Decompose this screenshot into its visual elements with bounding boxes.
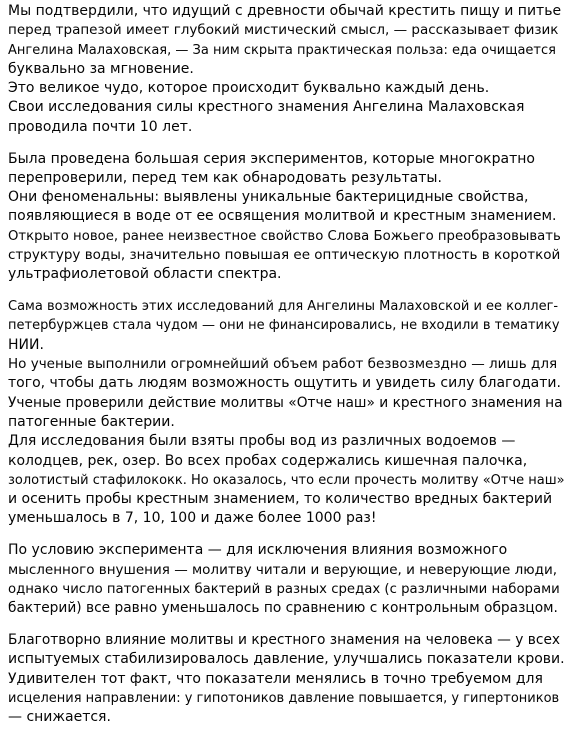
text-line: ультрафиолетовой области спектра. <box>8 266 282 283</box>
text-line: Ангелина Малаховская, — За ним скрыта практическая польза: еда очищается <box>8 42 556 58</box>
text-line: Удивителен тот факт, что показатели менялись в точно требуемом для <box>8 670 543 687</box>
text-line: Это великое чудо, которое происходит буквально каждый день. <box>8 80 490 97</box>
text-line: Они феноменальны: выявлены уникальные бактерицидные свойства, <box>8 189 529 206</box>
text-line: — снижается. <box>8 709 111 726</box>
text-line: колодцев, рек, озер. Во всех пробах содержались кишечная палочка, <box>8 452 528 469</box>
text-line: перед трапезой имеет глубокий мистический смысл, — рассказывает физик <box>8 22 559 39</box>
text-line: Для исследования были взяты пробы вод из различных водоемов — <box>8 433 516 450</box>
paragraph-5 <box>8 631 565 727</box>
text-line: Открыто новое, ранее неизвестное свойство Слова Божьего преобразовывать <box>8 228 561 244</box>
text-line: уменьшалось в 7, 10, 100 и даже более 1000 раз! <box>8 510 377 527</box>
text-line: исцеления направлении: у гипотоников давление повышается, у гипертоников <box>8 690 560 706</box>
text-line: патогенные бактерии. <box>8 413 175 430</box>
text-line: Но ученые выполнили огромнейший объем работ безвозмездно — лишь для <box>8 356 558 373</box>
text-line: появляющиеся в воде от ее освящения молитвой и крестным знамением. <box>8 208 557 225</box>
text-line: петербуржцев стала чудом — они не финансировались, не входили в тематику <box>8 318 560 334</box>
text-line: Была проведена большая серия экспериментов, которые многократно <box>8 150 535 167</box>
text-line: и осенить пробы крестным знамением, то количество вредных бактерий <box>8 491 553 508</box>
paragraph-2 <box>8 150 565 285</box>
text-line: мысленного внушения — молитву читали и верующие, и неверующие люди, <box>8 561 558 578</box>
text-line: однако число патогенных бактерий в разных средах (с различными наборами <box>8 581 560 597</box>
text-line: Сама возможность этих исследований для Ангелины Малаховской и ее коллег- <box>8 299 559 315</box>
text-line: золотистый стафилококк. Но оказалось, что если прочесть молитву «Отче наш» <box>8 472 565 488</box>
text-line: бактерий) все равно уменьшалось по сравнению с контрольным образцом. <box>8 600 558 617</box>
text-line: перепроверили, перед тем как обнародовать результаты. <box>8 169 442 186</box>
text-line: Благотворно влияние молитвы и крестного знамения на человека — у всех <box>8 631 561 648</box>
text-line: испытуемых стабилизировалось давление, улучшались показатели крови. <box>8 651 565 668</box>
paragraph-4 <box>8 541 565 618</box>
paragraph-1 <box>8 2 565 137</box>
text-line: буквально за мгновение. <box>8 60 194 77</box>
text-line: НИИ. <box>8 336 44 353</box>
text-line: Мы подтвердили, что идущий с древности обычай крестить пищу и питье <box>8 3 562 19</box>
text-line: того, чтобы дать людям возможность ощутить и увидеть силу благодати. <box>8 375 561 392</box>
text-line: Ученые проверили действие молитвы «Отче наш» и крестного знамения на <box>8 394 563 411</box>
text-line: структуру воды, значительно повышая ее оптическую плотность в короткой <box>8 247 561 264</box>
text-line: По условию эксперимента — для исключения влияния возможного <box>8 542 508 559</box>
text-line: проводила почти 10 лет. <box>8 118 193 135</box>
text-line: Свои исследования силы крестного знамения Ангелина Малаховская <box>8 99 525 116</box>
paragraph-3 <box>8 297 565 529</box>
